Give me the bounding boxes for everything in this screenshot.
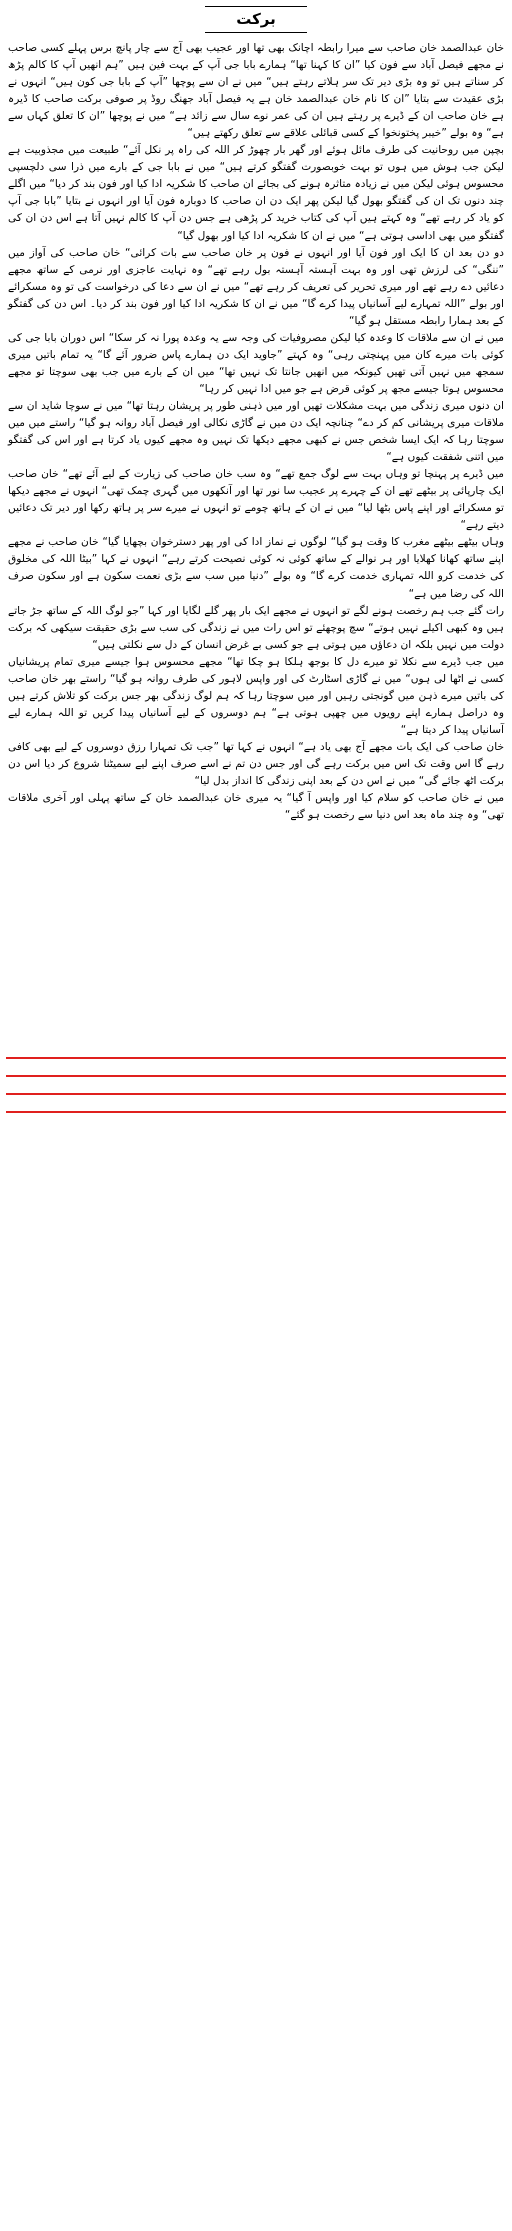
highlight-underline	[6, 1057, 506, 1059]
highlight-underline	[6, 1111, 506, 1113]
paragraph: خان عبدالصمد خان صاحب سے میرا رابطہ اچانک بھی تھا اور عجیب بھی آج سے چار پانچ برس پہلے کسی صاحب نے مجھے فیصل آباد سے فون کیا ”ان کا کہنا تھا“ ہمارے بابا جی آپ کے بہت فین ہیں ”ہم انھیں آپ کا کالم پڑھ کر سناتے ہیں تو وہ بڑی دیر تک سر ہلاتے رہتے ہیں“ میں نے ان سے پوچھا ”آپ کے بابا جی کون ہیں“ انہوں نے بڑی عقیدت سے بتایا ”ان کا نام خان عبدالصمد خان ہے یہ فیصل آباد جھنگ روڈ پر صوفی برکت صاحب کا ڈیرہ ہے خان صاحب ان کے ڈیرے پر رہتے ہیں ان کی عمر نوے سال سے زائد ہے“ میں نے پوچھا ”ان کا تعلق کہاں سے ہے“ وہ بولے ”خیبر پختونخوا کے کسی قبائلی علاقے سے تعلق رکھتے ہیں“	[8, 42, 504, 140]
paragraph: وہاں بیٹھے بیٹھے مغرب کا وقت ہو گیا“ لوگوں نے نماز ادا کی اور پھر دسترخوان بچھایا گیا“ خان صاحب نے مجھے اپنے ساتھ کھانا کھلایا اور ہر نوالے کے ساتھ کوئی نہ کوئی نصیحت کرتے رہے“ انہوں نے کہا ”بیٹا اللہ کی مخلوق کی خدمت کرو اللہ تمہاری خدمت کرے گا“ وہ بولے ”دنیا میں سب سے بڑی نعمت سکون ہے اور سکون صرف اللہ کی رضا میں ہے“	[8, 536, 504, 600]
highlight-underline	[6, 1093, 506, 1095]
title-rule-bottom	[205, 32, 307, 33]
paragraph: میں جب ڈیرے سے نکلا تو میرے دل کا بوجھ ہلکا ہو چکا تھا“ مجھے محسوس ہوا جیسے میری تمام پریشانیاں کسی نے اٹھا لی ہوں“ میں نے گاڑی اسٹارٹ کی اور واپس لاہور کی طرف روانہ ہو گیا“ راستے بھر خان صاحب کی باتیں میرے ذہن میں گونجتی رہیں اور میں سوچتا رہا کہ ہم لوگ زندگی بھر جس برکت کو تلاش کرتے ہیں وہ دراصل ہمارے اپنے رویوں میں چھپی ہوتی ہے“ ہم دوسروں کے لیے آسانیاں پیدا کریں تو اللہ ہمارے لیے آسانیاں پیدا کر دیتا ہے“	[8, 655, 504, 736]
article-body	[6, 40, 506, 2227]
paragraph: بچپن میں روحانیت کی طرف مائل ہوئے اور گھر بار چھوڑ کر اللہ کی راہ پر نکل آئے“ طبیعت میں مجذوبیت ہے لیکن جب ہوش میں ہوں تو بہت خوبصورت گفتگو کرتے ہیں“ میں نے بابا جی کے بارے میں ذرا سی دلچسپی محسوس ہوئی لیکن میں نے زیادہ متاثرہ ہونے کی بجائے ان صاحب کا شکریہ ادا کیا اور فون بند کر دیا“ میں اگلے چند دنوں تک ان کی گفتگو بھول گیا لیکن پھر ایک دن ان صاحب کا دوبارہ فون آیا اور انہوں نے بتایا ”بابا جی آپ کو یاد کر رہے تھے“ وہ کہتے ہیں آپ کی کتاب خرید کر پڑھی ہے جس دن آپ کا کالم نہیں آتا ہے اس دن ان کی گفتگو میں بھی اداسی ہوتی ہے“ میں نے ان کا شکریہ ادا کیا اور بھول گیا“	[8, 144, 504, 242]
paragraph: دو دن بعد ان کا ایک اور فون آیا اور انہوں نے فون پر خان صاحب سے بات کرائی“ خان صاحب کی آواز میں ”ننگی“ کی لرزش تھی اور وہ بہت آہستہ آہستہ بول رہے تھے“ وہ نہایت عاجزی اور نرمی کے ساتھ مجھے دعائیں دے رہے تھے اور میری تحریر کی تعریف کر رہے تھے“ میں نے ان سے دعا کی درخواست کی تو وہ مسکرائے اور بولے ”اللہ تمہارے لیے آسانیاں پیدا کرے گا“ میں نے ان کا شکریہ ادا کیا اور فون بند کر دیا۔ اس دن کی گفتگو کے بعد ہمارا رابطہ مستقل ہو گیا“	[8, 246, 504, 327]
paragraph: میں نے ان سے ملاقات کا وعدہ کیا لیکن مصروفیات کی وجہ سے یہ وعدہ پورا نہ کر سکا“ اس دوران بابا جی کی کوئی بات میرے کان میں پہنچتی رہی“ وہ کہتے ”جاوید ایک دن ہمارے پاس ضرور آئے گا“ یہ تمام باتیں میری سمجھ میں نہیں آتی تھیں کیونکہ میں انھیں جانتا تک نہیں تھا“ میں ان کے بارے میں جب بھی سوچتا تو مجھے محسوس ہوتا جیسے مجھ پر کوئی قرض ہے جو میں ادا نہیں کر رہا“	[8, 331, 504, 395]
paragraph: ان دنوں میری زندگی میں بہت مشکلات تھیں اور میں ذہنی طور پر پریشان رہتا تھا“ میں نے سوچا شاید ان سے ملاقات میری پریشانی کم کر دے“ چنانچہ ایک دن میں نے گاڑی نکالی اور فیصل آباد روانہ ہو گیا“ راستے میں میں سوچتا رہا کہ ایک ایسا شخص جس نے کبھی مجھے دیکھا تک نہیں وہ مجھے کیوں یاد کرتا ہے اور اس کی گفتگو میں اتنی شفقت کیوں ہے“	[8, 399, 504, 464]
highlight-underline	[6, 1075, 506, 1077]
paragraph: رات گئے جب ہم رخصت ہونے لگے تو انہوں نے مجھے ایک بار پھر گلے لگایا اور کہا ”جو لوگ اللہ کے ساتھ جڑ جاتے ہیں وہ کبھی اکیلے نہیں ہوتے“ سچ پوچھئے تو اس رات میں نے زندگی کی سب سے بڑی حقیقت سیکھی کہ برکت دولت میں نہیں بلکہ ان دعاؤں میں ہوتی ہے جو کسی بے غرض انسان کے دل سے نکلتی ہیں“	[8, 604, 504, 651]
paragraph: میں ڈیرے پر پہنچا تو وہاں بہت سے لوگ جمع تھے“ وہ سب خان صاحب کی زیارت کے لیے آئے تھے“ خان صاحب ایک چارپائی پر بیٹھے تھے ان کے چہرے پر عجیب سا نور تھا اور آنکھوں میں گہری چمک تھی“ انہوں نے مجھے دیکھا تو مسکرائے اور اپنے پاس بٹھا لیا“ میں نے ان کے ہاتھ چومے تو انہوں نے میرے سر پر ہاتھ رکھا اور دیر تک دعائیں دیتے رہے“	[8, 468, 504, 532]
article-title: برکت	[236, 10, 276, 28]
paragraph: خان صاحب کی ایک بات مجھے آج بھی یاد ہے“ انہوں نے کہا تھا ”جب تک تمہارا رزق دوسروں کے لیے بھی کافی رہے گا اس وقت تک اس میں برکت رہے گی اور جس دن تم نے اسے صرف اپنے لیے سمیٹنا شروع کر دیا اس دن برکت اٹھ جائے گی“ میں نے اس دن کے بعد اپنی زندگی کا انداز بدل لیا“	[8, 740, 504, 788]
paragraph: میں نے خان صاحب کو سلام کیا اور واپس آ گیا“ یہ میری خان عبدالصمد خان کے ساتھ پہلی اور آخری ملاقات تھی“ وہ چند ماہ بعد اس دنیا سے رخصت ہو گئے“	[8, 792, 504, 822]
